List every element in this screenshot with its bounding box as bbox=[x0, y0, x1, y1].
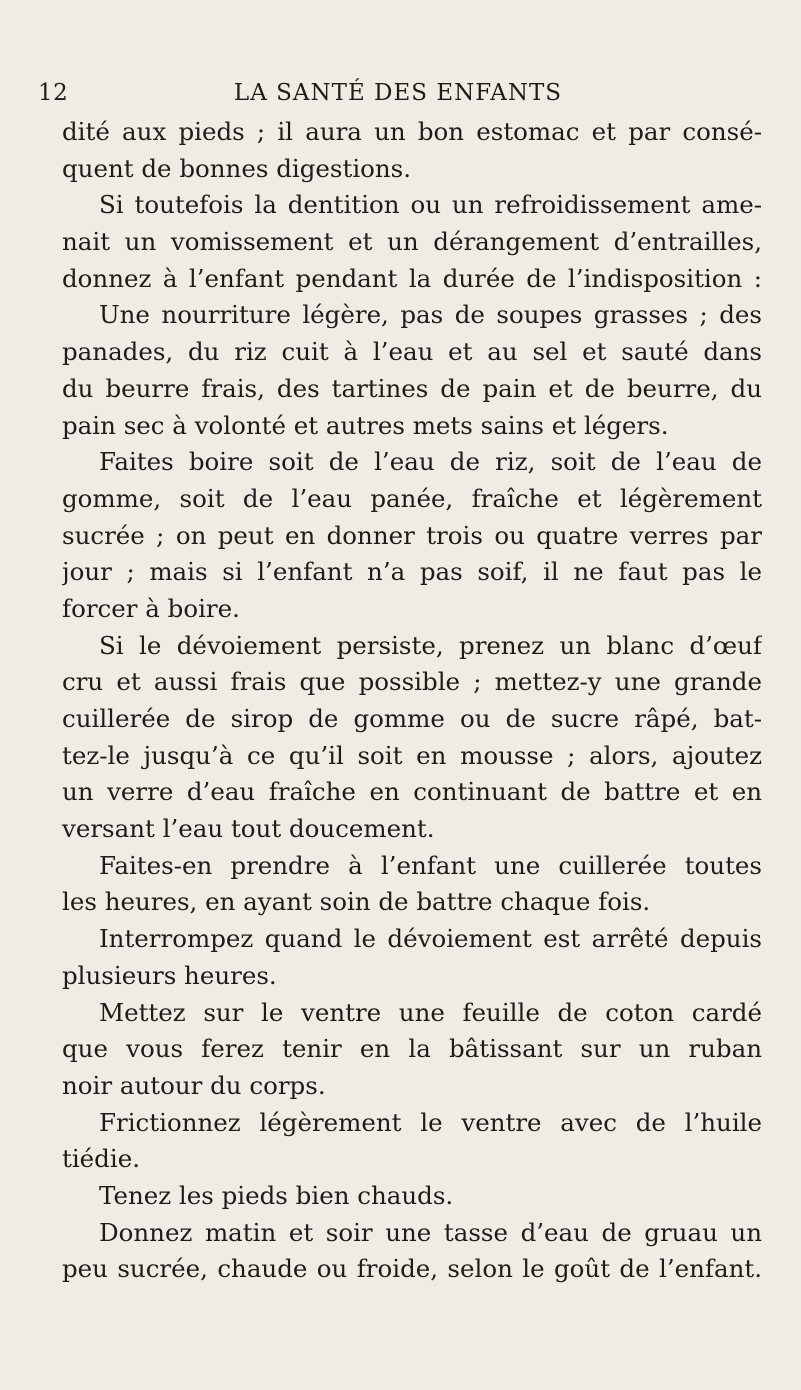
text-line: donnez à l’enfant pendant la durée de l’indisposition : bbox=[62, 263, 762, 293]
text-line: Frictionnez légèrement le ventre avec de l’huile bbox=[99, 1107, 762, 1137]
text-line: jour ; mais si l’enfant n’a pas soif, il ne faut pas le bbox=[62, 557, 762, 587]
text-line: Donnez matin et soir une tasse d’eau de gruau un bbox=[99, 1217, 762, 1247]
text-line: Faites boire soit de l’eau de riz, soit de l’eau de bbox=[99, 447, 762, 477]
text-line: Tenez les pieds bien chauds. bbox=[99, 1180, 454, 1210]
text-line: Faites-en prendre à l’enfant une cuillerée toutes bbox=[99, 850, 762, 880]
running-title: LA SANTÉ DES ENFANTS bbox=[233, 80, 563, 106]
text-line: pain sec à volonté et autres mets sains et légers. bbox=[62, 410, 669, 440]
text-line: Une nourriture légère, pas de soupes grasses ; des bbox=[99, 300, 762, 330]
text-line: noir autour du corps. bbox=[62, 1070, 326, 1100]
text-line: Interrompez quand le dévoiement est arrêté depuis bbox=[99, 924, 762, 954]
text-line: forcer à boire. bbox=[62, 593, 240, 623]
text-line: Si toutefois la dentition ou un refroidissement ame- bbox=[99, 190, 762, 220]
text-line: gomme, soit de l’eau panée, fraîche et légèrement bbox=[62, 483, 762, 513]
text-line: sucrée ; on peut en donner trois ou quatre verres par bbox=[62, 520, 762, 550]
text-line: cru et aussi frais que possible ; mettez-y une grande bbox=[62, 667, 762, 697]
page-header bbox=[38, 80, 758, 112]
text-line: dité aux pieds ; il aura un bon estomac et par consé- bbox=[62, 117, 762, 146]
text-line: versant l’eau tout doucement. bbox=[62, 814, 435, 844]
text-line: du beurre frais, des tartines de pain et de beurre, du bbox=[62, 373, 762, 403]
text-line: panades, du riz cuit à l’eau et au sel et sauté dans bbox=[62, 337, 762, 367]
text-line: tiédie. bbox=[62, 1144, 140, 1174]
text-line: tez-le jusqu’à ce qu’il soit en mousse ; alors, ajoutez bbox=[62, 740, 762, 770]
text-line: peu sucrée, chaude ou froide, selon le goût de l’enfant. bbox=[62, 1254, 762, 1284]
text-line: nait un vomissement et un dérangement d’entrailles, bbox=[62, 227, 762, 257]
text-line: Si le dévoiement persiste, prenez un blanc d’œuf bbox=[99, 630, 762, 660]
page-number: 12 bbox=[38, 80, 69, 106]
text-line: les heures, en ayant soin de battre chaque fois. bbox=[62, 887, 651, 917]
text-line: quent de bonnes digestions. bbox=[62, 153, 412, 183]
body-text bbox=[62, 114, 762, 1288]
text-line: plusieurs heures. bbox=[62, 960, 277, 990]
text-line: cuillerée de sirop de gomme ou de sucre râpé, bat- bbox=[62, 704, 762, 733]
text-line: que vous ferez tenir en la bâtissant sur un ruban bbox=[62, 1034, 762, 1064]
text-line: Mettez sur le ventre une feuille de coton cardé bbox=[99, 997, 762, 1027]
text-line: un verre d’eau fraîche en continuant de battre et en bbox=[62, 777, 762, 807]
